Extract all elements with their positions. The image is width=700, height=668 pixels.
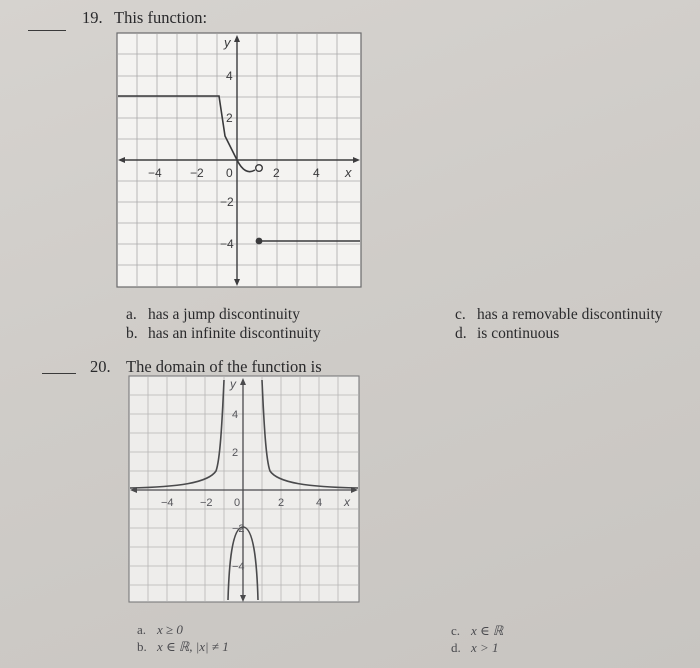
q19-y-tick: 4: [226, 69, 233, 83]
q19-option-a[interactable]: [126, 306, 300, 324]
q19-option-a-text: has a jump discontinuity: [148, 306, 300, 323]
q20-option-d-text: x > 1: [471, 640, 499, 655]
q19-option-a-letter: a.: [126, 306, 137, 323]
q19-option-c-letter: c.: [455, 306, 466, 323]
q20-x-axis-label: x: [344, 495, 350, 509]
q19-option-c-text: has a removable discontinuity: [477, 306, 663, 323]
q19-answer-blank[interactable]: [28, 30, 66, 31]
q20-option-a-letter: a.: [137, 622, 147, 637]
q19-option-b-letter: b.: [126, 325, 138, 342]
q20-option-a[interactable]: [137, 622, 183, 638]
q20-option-d[interactable]: [451, 640, 499, 656]
q19-y-axis-label: y: [224, 35, 231, 50]
q20-x-tick: 4: [316, 497, 323, 509]
q19-open-point: [256, 165, 263, 172]
q19-x-tick: 0: [226, 166, 233, 180]
q20-option-c[interactable]: [451, 623, 503, 639]
q20-x-tick: 0: [234, 497, 241, 509]
q19-option-b-text: has an infinite discontinuity: [148, 325, 321, 342]
q20-option-b-letter: b.: [137, 639, 147, 654]
q20-option-c-letter: c.: [451, 623, 461, 638]
q20-x-tick: −4: [161, 497, 174, 509]
q19-y-tick: −2: [220, 195, 234, 209]
q20-y-tick: −4: [232, 561, 245, 573]
q19-option-c[interactable]: [455, 306, 663, 324]
q19-option-d-letter: d.: [455, 325, 467, 342]
q20-x-tick: 2: [278, 497, 285, 509]
q20-option-b-text: x ∈ ℝ, |x| ≠ 1: [157, 639, 229, 654]
q20-y-tick: 4: [232, 409, 239, 421]
q20-x-tick: −2: [200, 497, 213, 509]
q20-option-a-text: x ≥ 0: [157, 622, 183, 637]
q19-x-tick: 4: [313, 166, 320, 180]
q20-option-b[interactable]: [137, 639, 229, 655]
q19-number: 19.: [82, 8, 103, 27]
q20-answer-blank[interactable]: [42, 373, 76, 374]
q19-prompt: This function:: [114, 8, 208, 27]
q19-x-tick: −2: [190, 166, 204, 180]
q20-y-axis-label: y: [230, 377, 236, 391]
q19-y-tick: −4: [220, 237, 234, 251]
q19-y-tick: 2: [226, 111, 233, 125]
q20-graph: [128, 375, 360, 603]
q20-option-c-text: x ∈ ℝ: [471, 623, 504, 638]
q20-y-tick: 2: [232, 447, 239, 459]
q20-option-d-letter: d.: [451, 640, 461, 655]
q19-graph: [116, 32, 362, 288]
q19-x-tick: 2: [273, 166, 280, 180]
q19-option-b[interactable]: [126, 325, 321, 343]
q19-option-d[interactable]: [455, 325, 559, 343]
q20-y-tick: −2: [232, 523, 245, 535]
q20-number: 20.: [90, 357, 111, 376]
q19-option-d-text: is continuous: [477, 325, 560, 342]
q20-prompt: The domain of the function is: [126, 357, 322, 376]
q19-x-tick: −4: [148, 166, 162, 180]
q19-x-axis-label: x: [345, 165, 352, 180]
